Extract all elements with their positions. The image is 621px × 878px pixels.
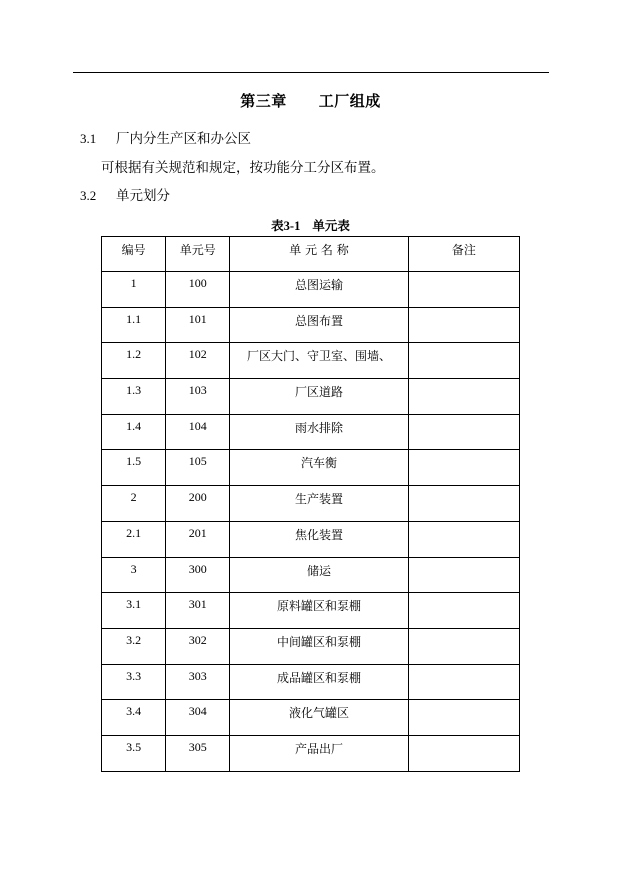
cell-id: 3.1	[102, 593, 166, 629]
table-row	[102, 700, 520, 736]
cell-name: 液化气罐区	[230, 700, 408, 736]
cell-id: 3.3	[102, 664, 166, 700]
cell-name: 储运	[230, 557, 408, 593]
cell-id: 1.4	[102, 414, 166, 450]
table-row	[102, 414, 520, 450]
table-row	[102, 628, 520, 664]
cell-name: 雨水排除	[230, 414, 408, 450]
cell-name: 生产装置	[230, 486, 408, 522]
table-row	[102, 557, 520, 593]
cell-note	[408, 414, 519, 450]
table-row	[102, 486, 520, 522]
table-row	[102, 343, 520, 379]
cell-id: 1.2	[102, 343, 166, 379]
table-caption-title: 单元表	[312, 218, 350, 233]
cell-unit: 201	[166, 521, 230, 557]
table-header-row	[102, 237, 520, 272]
cell-name: 厂区大门、守卫室、围墙、	[230, 343, 408, 379]
cell-id: 2.1	[102, 521, 166, 557]
cell-name: 总图布置	[230, 307, 408, 343]
section-title: 单元划分	[116, 188, 170, 204]
header-id: 编号	[102, 237, 166, 272]
cell-name: 原料罐区和泵棚	[230, 593, 408, 629]
chapter-title	[0, 90, 621, 111]
table-body	[102, 272, 520, 772]
cell-note	[408, 735, 519, 771]
table-row	[102, 272, 520, 308]
section-title: 厂内分生产区和办公区	[116, 131, 251, 147]
cell-note	[408, 628, 519, 664]
cell-id: 3	[102, 557, 166, 593]
cell-name: 总图运输	[230, 272, 408, 308]
cell-unit: 100	[166, 272, 230, 308]
top-rule	[73, 72, 549, 73]
cell-note	[408, 450, 519, 486]
cell-id: 3.5	[102, 735, 166, 771]
table-caption	[0, 216, 621, 234]
cell-note	[408, 379, 519, 415]
cell-note	[408, 272, 519, 308]
cell-id: 1	[102, 272, 166, 308]
cell-name: 中间罐区和泵棚	[230, 628, 408, 664]
section-heading-3-2	[80, 184, 170, 204]
table-row	[102, 521, 520, 557]
cell-unit: 105	[166, 450, 230, 486]
cell-unit: 102	[166, 343, 230, 379]
cell-note	[408, 700, 519, 736]
chapter-number: 第三章	[240, 92, 287, 110]
section-heading-3-1	[80, 127, 251, 147]
cell-unit: 103	[166, 379, 230, 415]
section-paragraph: 可根据有关规范和规定，按功能分工分区布置。	[101, 160, 385, 176]
table-row	[102, 379, 520, 415]
table-row	[102, 307, 520, 343]
cell-unit: 303	[166, 664, 230, 700]
cell-name: 成品罐区和泵棚	[230, 664, 408, 700]
cell-note	[408, 664, 519, 700]
header-note: 备注	[408, 237, 519, 272]
table-caption-number: 表3-1	[271, 219, 301, 233]
cell-id: 1.5	[102, 450, 166, 486]
cell-unit: 305	[166, 735, 230, 771]
table-row	[102, 664, 520, 700]
cell-id: 2	[102, 486, 166, 522]
cell-unit: 302	[166, 628, 230, 664]
cell-unit: 101	[166, 307, 230, 343]
cell-id: 1.3	[102, 379, 166, 415]
header-name: 单 元 名 称	[230, 237, 408, 272]
cell-unit: 301	[166, 593, 230, 629]
unit-table	[101, 236, 520, 772]
cell-id: 1.1	[102, 307, 166, 343]
cell-note	[408, 593, 519, 629]
cell-note	[408, 486, 519, 522]
table-row	[102, 450, 520, 486]
cell-unit: 104	[166, 414, 230, 450]
cell-name: 焦化装置	[230, 521, 408, 557]
cell-note	[408, 521, 519, 557]
cell-name: 汽车衡	[230, 450, 408, 486]
section-number: 3.2	[80, 188, 97, 203]
cell-id: 3.4	[102, 700, 166, 736]
chapter-name: 工厂组成	[318, 92, 381, 110]
cell-unit: 200	[166, 486, 230, 522]
cell-unit: 300	[166, 557, 230, 593]
cell-note	[408, 343, 519, 379]
cell-id: 3.2	[102, 628, 166, 664]
section-number: 3.1	[80, 131, 97, 146]
cell-note	[408, 557, 519, 593]
table-row	[102, 593, 520, 629]
header-unit: 单元号	[166, 237, 230, 272]
cell-unit: 304	[166, 700, 230, 736]
cell-name: 产品出厂	[230, 735, 408, 771]
cell-name: 厂区道路	[230, 379, 408, 415]
cell-note	[408, 307, 519, 343]
table-row	[102, 735, 520, 771]
